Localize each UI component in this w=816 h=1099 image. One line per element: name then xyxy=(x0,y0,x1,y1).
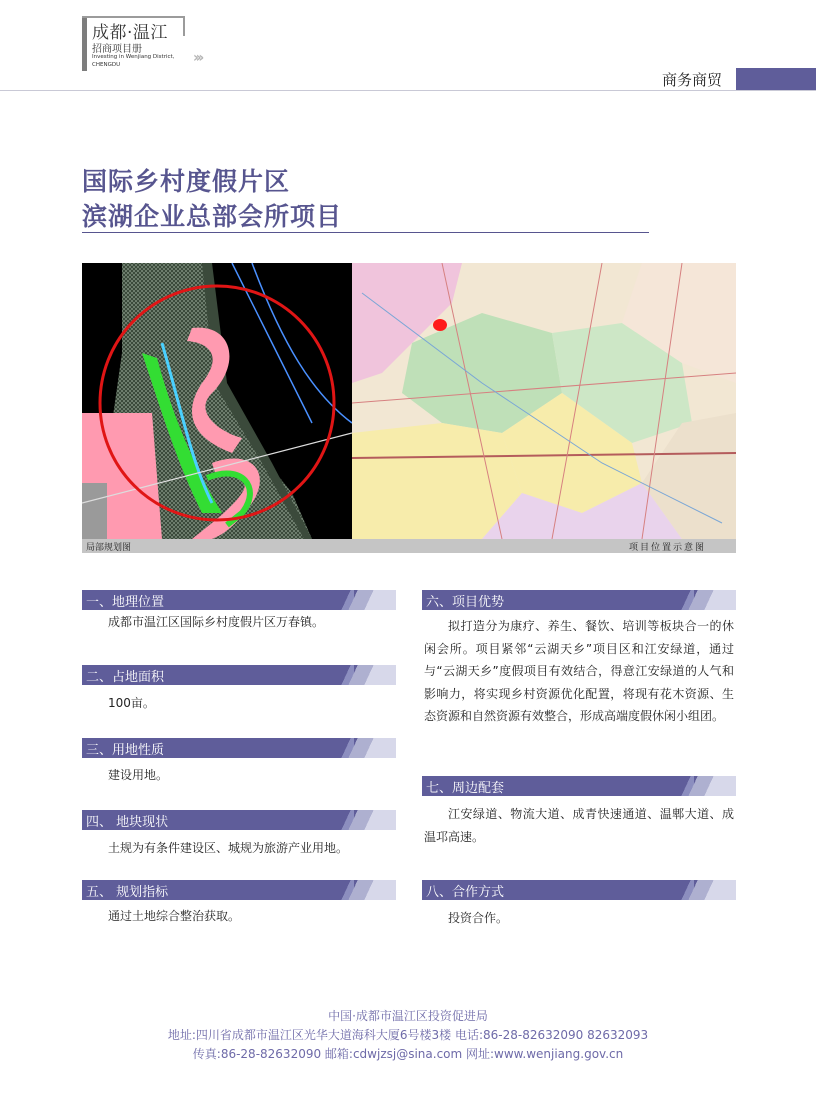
section-header-land-use xyxy=(82,738,396,758)
map-images xyxy=(82,263,736,539)
right-map-caption: 项目位置示意图 xyxy=(628,543,706,553)
section-heading: 八、合作方式 xyxy=(426,885,505,900)
section-heading: 五、 规划指标 xyxy=(86,885,169,900)
title-divider xyxy=(82,232,649,233)
map-caption-bar xyxy=(82,539,736,553)
section-text-advantages: 拟打造分为康疗、养生、餐饮、培训等板块合一的休闲会所。项目紧邻“云湖天乡”项目区和江安绿道，通过与“云湖天乡”度假项目有效结合，得意江安绿道的人气和影响力，将实现乡村资源优化配置，将现有花木资源、生态资源和自然资源有效整合，形成高端度假休闲小组团。 xyxy=(424,619,734,723)
chevron-right-icon: ››› xyxy=(193,50,202,66)
location-map xyxy=(352,263,736,539)
section-header-advantages xyxy=(422,590,736,610)
section-text-indicators: 通过土地综合整治获取。 xyxy=(108,909,241,923)
logo-english-1: Investing in Wenjiang District, xyxy=(92,54,175,60)
section-text-status: 土规为有条件建设区、城规为旅游产业用地。 xyxy=(108,841,349,855)
section-header-area xyxy=(82,665,396,685)
category-tag xyxy=(662,68,726,91)
section-heading: 四、 地块现状 xyxy=(86,815,169,830)
left-map-caption: 局部规划图 xyxy=(86,543,132,553)
category-label: 商务商贸 xyxy=(662,71,723,89)
brand-logo xyxy=(82,14,202,72)
logo-english-2: CHENGDU xyxy=(92,62,121,68)
footer-contact: 传真:86-28-82632090 邮箱:cdwjzsj@sina.com 网址:www.wenjiang.gov.cn xyxy=(192,1047,624,1061)
page-title-line2: 滨湖企业总部会所项目 xyxy=(82,202,343,231)
logo-subtitle: 招商项目册 xyxy=(92,44,142,55)
section-header-cooperation xyxy=(422,880,736,900)
category-block xyxy=(736,68,816,91)
section-heading: 六、项目优势 xyxy=(426,595,505,610)
page-title-line1: 国际乡村度假片区 xyxy=(82,167,291,196)
footer-org: 中国·成都市温江区投资促进局 xyxy=(328,1009,488,1023)
footer-address: 地址:四川省成都市温江区光华大道海科大厦6号楼3楼 电话:86-28-82632090 82632093 xyxy=(167,1028,649,1042)
logo-bar xyxy=(82,16,87,71)
section-heading: 三、用地性质 xyxy=(86,743,165,758)
planning-map xyxy=(82,263,352,539)
section-header-surroundings xyxy=(422,776,736,796)
section-heading: 一、地理位置 xyxy=(86,595,165,610)
section-text-cooperation: 投资合作。 xyxy=(448,911,509,925)
section-header-status xyxy=(82,810,396,830)
section-header-location xyxy=(82,590,396,610)
section-text-location: 成都市温江区国际乡村度假片区万春镇。 xyxy=(108,615,325,629)
section-heading: 七、周边配套 xyxy=(426,781,505,796)
section-text-land-use: 建设用地。 xyxy=(108,768,169,782)
logo-title: 成都·温江 xyxy=(92,23,168,43)
logo-rule-right xyxy=(183,16,185,36)
section-heading: 二、占地面积 xyxy=(86,670,165,685)
section-text-area: 100亩。 xyxy=(108,696,155,710)
header-divider xyxy=(0,90,816,91)
section-header-indicators xyxy=(82,880,396,900)
section-text-surroundings: 江安绿道、物流大道、成青快速通道、温郫大道、成温邛高速。 xyxy=(424,807,734,844)
